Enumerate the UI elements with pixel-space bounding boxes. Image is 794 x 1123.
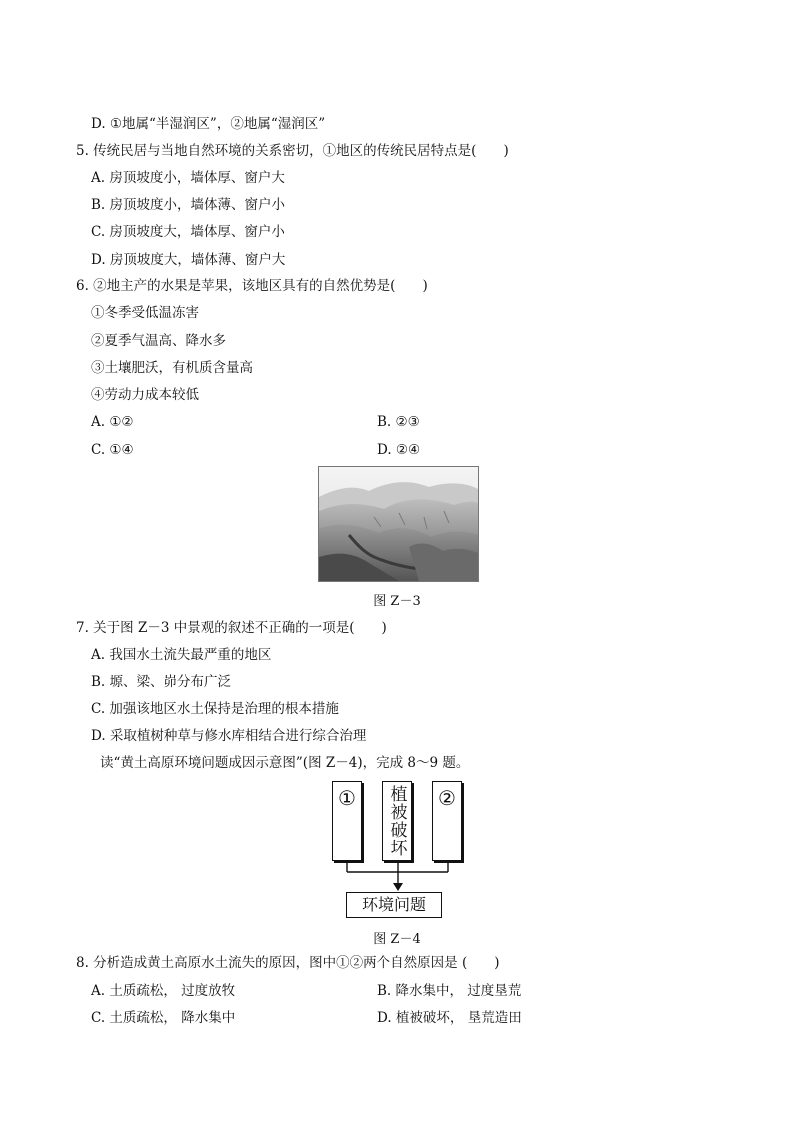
question-8-stem: 8. 分析造成黄土高原水土流失的原因，图中①②两个自然原因是 ( ) (76, 955, 500, 971)
question-6-stem: 6. ②地主产的水果是苹果，该地区具有的自然优势是( ) (76, 278, 428, 294)
diagram-box-1: ① (332, 781, 362, 861)
q7-option-c: C. 加强该地区水土保持是治理的根本措施 (91, 701, 339, 717)
q8-option-a: A. 土质疏松， 过度放牧 (91, 983, 236, 999)
q6-item-1: ①冬季受低温冻害 (91, 305, 199, 321)
question-7-stem: 7. 关于图 Z－3 中景观的叙述不正确的一项是( ) (76, 620, 387, 636)
q6-option-b: B. ②③ (377, 414, 420, 430)
q8-option-d: D. 植被破坏， 垦荒造田 (377, 1010, 522, 1026)
q6-option-d: D. ②④ (377, 442, 421, 458)
diagram-box-2: ② (432, 781, 462, 861)
diagram-box-environment-problem: 环境问题 (346, 892, 442, 918)
q6-option-a: A. ①② (91, 414, 134, 430)
q6-item-3: ③土壤肥沃，有机质含量高 (91, 360, 253, 376)
q8-option-b: B. 降水集中， 过度垦荒 (377, 983, 522, 999)
q8-option-c: C. 土质疏松， 降水集中 (91, 1010, 236, 1026)
q7-option-a: A. 我国水土流失最严重的地区 (91, 647, 272, 663)
question-5-stem: 5. 传统民居与当地自然环境的关系密切，①地区的传统民居特点是( ) (76, 143, 509, 159)
q4-option-d: D. ①地属“半湿润区”，②地属“湿润区” (91, 116, 326, 132)
q6-item-2: ②夏季气温高、降水多 (91, 333, 226, 349)
q5-option-a: A. 房顶坡度小，墙体厚、窗户大 (91, 170, 285, 186)
figure-z4-caption: 图 Z－4 (373, 932, 421, 947)
diagram-box-vegetation: 植被破坏 (382, 781, 412, 861)
q7-option-d: D. 采取植树种草与修水库相结合进行综合治理 (91, 728, 367, 744)
q6-item-4: ④劳动力成本较低 (91, 387, 199, 403)
q6-option-c: C. ①④ (91, 442, 134, 458)
figure-z3-caption: 图 Z－3 (373, 594, 421, 609)
q5-option-c: C. 房顶坡度大，墙体厚、窗户小 (91, 224, 285, 240)
reading-instruction: 读“黄土高原环境问题成因示意图”(图 Z－4)，完成 8～9 题。 (100, 755, 470, 771)
q5-option-b: B. 房顶坡度小，墙体薄、窗户小 (91, 197, 286, 213)
environment-problem-diagram (320, 780, 480, 920)
q7-option-b: B. 塬、梁、峁分布广泛 (91, 674, 232, 690)
loess-plateau-photo (318, 466, 479, 582)
q5-option-d: D. 房顶坡度大，墙体薄、窗户大 (91, 252, 286, 268)
